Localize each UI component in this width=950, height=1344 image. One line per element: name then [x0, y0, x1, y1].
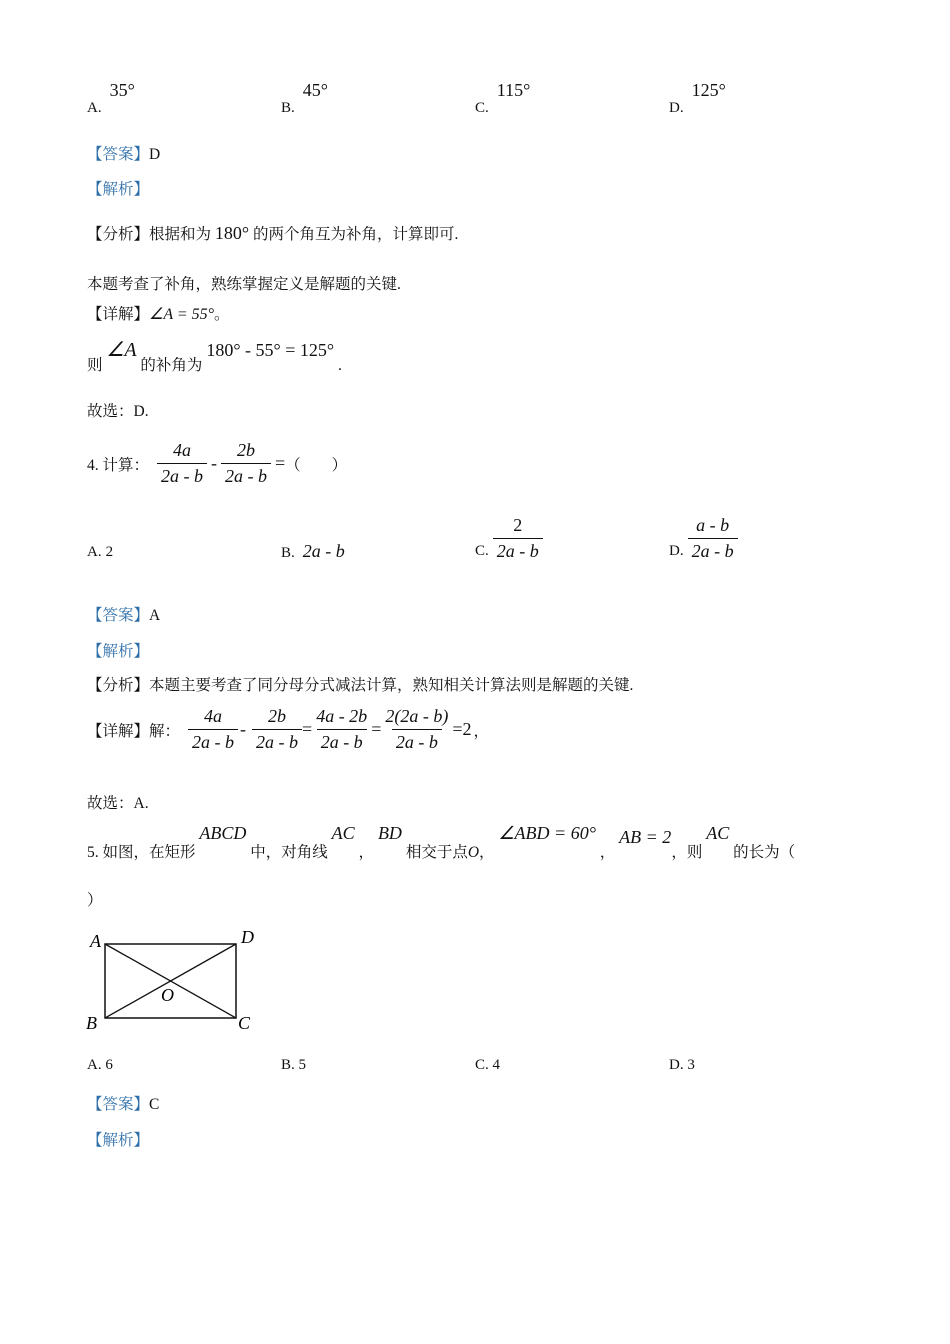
q5-text: 5. 如图，在矩形 [87, 844, 196, 861]
option-label: A. [87, 1057, 102, 1073]
q4-option-c [475, 515, 543, 562]
q5-math: AC [706, 823, 730, 843]
q5-option-b [281, 1057, 306, 1074]
q4-option-b [281, 541, 345, 562]
option-label: B. [281, 545, 295, 561]
numerator: 2b [268, 706, 287, 726]
q5-math: ∠ABD = 60° [498, 823, 596, 843]
then-expression: 180° - 55° = 125° [206, 340, 335, 360]
denominator: 2a - b [317, 729, 367, 753]
detail-tag: 【详解】 [87, 722, 150, 740]
option-label: A. [87, 544, 102, 560]
fenxi-tag: 【分析】 [87, 226, 150, 243]
q4-paren: （ ） [285, 456, 348, 474]
option-label: A. [87, 100, 102, 116]
q5-option-c [475, 1057, 500, 1074]
numerator: 4a [204, 706, 223, 726]
q5-answer-line [87, 1092, 159, 1114]
detail-equals: = [371, 719, 382, 739]
then-pre: 则 [87, 357, 103, 374]
q4-minus: - [211, 453, 218, 473]
then-mid: 的补角为 [140, 357, 203, 374]
then-angle: ∠A [106, 339, 137, 361]
q4-equals: = [275, 453, 286, 473]
q5-math: BD [377, 823, 402, 843]
denominator: 2a - b [157, 463, 207, 487]
detail-math: ∠A = 55° [149, 306, 215, 323]
numerator: 2 [513, 515, 523, 535]
numerator: 2(2a - b) [385, 706, 449, 726]
q4-stem [87, 440, 347, 487]
option-fraction [493, 515, 543, 562]
option-label: D. [669, 100, 684, 116]
detail-tag: 【详解】 [87, 306, 150, 323]
answer-tag: 【答案】 [87, 1096, 150, 1113]
answer-tag: 【答案】 [87, 607, 150, 624]
q5-math: O [467, 844, 480, 861]
q5-text: 的长为（ [733, 844, 796, 861]
q5-math: AC [331, 823, 355, 843]
q3-answer-line [87, 142, 160, 164]
detail-equals: = [302, 719, 313, 739]
option-fraction [688, 515, 738, 562]
denominator: 2a - b [221, 463, 271, 487]
option-value: 45° [302, 80, 328, 100]
q5-stem-close: ） [87, 892, 103, 909]
q4-choose: 故选：A. [87, 795, 149, 812]
answer-value: C [149, 1096, 160, 1113]
q3-option-b [281, 80, 328, 116]
q5-analysis-tag: 【解析】 [87, 1132, 150, 1149]
option-label: C. [475, 100, 489, 116]
option-label: D. [669, 1057, 684, 1073]
option-label: B. [281, 100, 295, 116]
q5-text: ，则 [671, 844, 703, 861]
center-label-o: O [161, 985, 174, 1005]
denominator: 2a - b [688, 538, 738, 562]
option-label: D. [669, 543, 684, 559]
q5-math: ABCD [199, 823, 247, 843]
fenxi-text: 本题主要考查了同分母分式减法计算，熟知相关计算法则是解题的关键. [149, 677, 634, 694]
numerator: 4a [173, 440, 192, 460]
detail-result: =2 [452, 719, 472, 739]
q3-option-d [669, 80, 726, 116]
q5-text: ， [358, 844, 375, 861]
denominator: 2a - b [252, 729, 302, 753]
option-value: 115° [496, 80, 531, 100]
fenxi-pre: 根据和为 [149, 226, 212, 243]
q4-option-d [669, 515, 738, 562]
detail-minus: - [240, 719, 247, 739]
denominator: 2a - b [188, 729, 238, 753]
q4-fenxi-line [87, 673, 633, 695]
q4-frac-1 [157, 440, 207, 487]
option-label: C. [475, 543, 489, 559]
q5-text: ， [599, 844, 616, 861]
q4-analysis-tag: 【解析】 [87, 643, 150, 660]
q4-detail-line [87, 706, 489, 753]
q3-fenxi-line [87, 222, 458, 244]
option-value: 35° [109, 80, 135, 100]
q5-text: 中，对角线 [250, 844, 328, 861]
rectangle-figure [84, 926, 274, 1036]
vertex-label-c: C [238, 1013, 251, 1033]
detail-frac-4 [381, 706, 452, 753]
detail-frac-2 [252, 706, 302, 753]
option-value: 4 [492, 1057, 501, 1073]
q3-then-line [87, 337, 342, 374]
q5-option-d [669, 1057, 695, 1074]
option-label: C. [475, 1057, 489, 1073]
numerator: a - b [696, 515, 730, 535]
option-value: 3 [687, 1057, 695, 1073]
q5-text: 相交于点 [405, 844, 468, 861]
q4-stem-pre: 4. 计算： [87, 456, 150, 474]
vertex-label-b: B [86, 1013, 97, 1033]
denominator: 2a - b [493, 538, 543, 562]
q3-summary: 本题考查了补角，熟练掌握定义是解题的关键. [87, 276, 401, 293]
detail-frac-3 [312, 706, 371, 753]
q3-option-c [475, 80, 531, 116]
q5-stem [87, 822, 796, 861]
q3-option-a [87, 80, 135, 116]
option-value: 6 [105, 1057, 113, 1073]
option-value: 2a - b [302, 541, 345, 561]
q5-math: AB = 2 [619, 827, 672, 847]
option-value: 125° [691, 80, 726, 100]
numerator: 2b [237, 440, 256, 460]
q4-answer-line [87, 603, 160, 625]
q3-analysis-tag: 【解析】 [87, 181, 150, 198]
q5-option-a [87, 1057, 113, 1074]
q3-detail-line [87, 302, 230, 324]
option-value: 5 [298, 1057, 307, 1073]
option-label: B. [281, 1057, 295, 1073]
then-end: . [337, 357, 342, 374]
detail-frac-1 [188, 706, 238, 753]
denominator: 2a - b [392, 729, 442, 753]
q3-choose: 故选：D. [87, 403, 149, 420]
answer-tag: 【答案】 [87, 146, 150, 163]
detail-pre: 解： [149, 722, 181, 740]
detail-end: 。 [214, 306, 230, 323]
answer-value: A [149, 607, 161, 624]
vertex-label-a: A [90, 931, 101, 951]
detail-end: ， [473, 722, 489, 740]
numerator: 4a - 2b [316, 706, 368, 726]
q5-text: ， [479, 844, 495, 861]
answer-value: D [149, 146, 161, 163]
fenxi-tag: 【分析】 [87, 677, 150, 694]
q4-option-a [87, 543, 113, 561]
option-value: 2 [105, 544, 114, 560]
vertex-label-d: D [241, 927, 254, 947]
q4-frac-2 [221, 440, 271, 487]
fenxi-math: 180° [214, 223, 250, 243]
fenxi-post: 的两个角互为补角，计算即可. [252, 226, 459, 243]
